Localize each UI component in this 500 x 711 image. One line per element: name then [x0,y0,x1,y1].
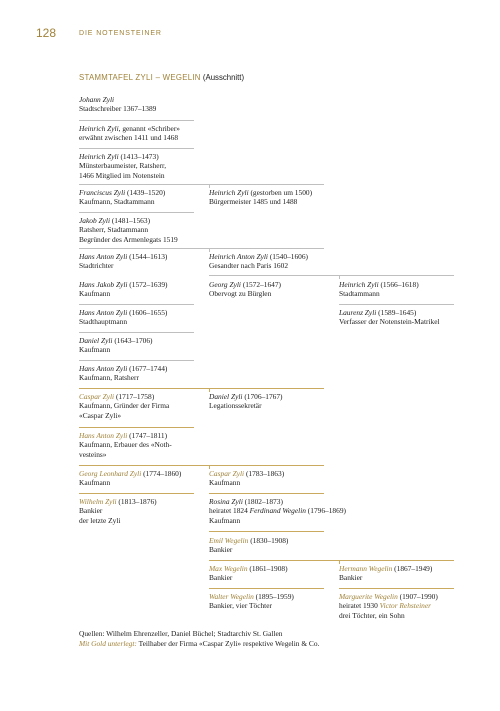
person-name: Hans Anton Zyli [79,308,128,317]
connector-rule [79,304,194,305]
person-role: «Caspar Zyli» [79,410,122,420]
connector-rule [209,531,324,532]
person-role: Stadthauptmann [79,317,128,327]
person-role: Stadtschreiber 1367–1389 [79,104,157,114]
person-role: Kaufmann [79,345,111,355]
connector-line [339,275,340,279]
person-life: (1747–1811) [127,431,168,440]
person-role: Kaufmann, Erbauer des «Noth- [79,440,172,450]
person-name: Laurenz Zyli [339,308,377,317]
person-life: (gestorben um 1500) [248,188,313,197]
tree-title-caps: STAMMTAFEL ZYLI – WEGELIN [79,73,201,82]
person-entry [79,152,166,180]
person-role: Begründer des Armenlegats 1519 [79,234,178,244]
person-name: Heinrich Zyli [209,188,249,197]
person-life: (1572–1647) [240,280,281,289]
person-name: Georg Zyli [209,280,241,289]
person-name: Heinrich Zyli [79,152,119,161]
person-name: Walter Wegelin [209,592,254,601]
person-entry [79,124,180,143]
person-entry [79,252,167,271]
person-life: (1677–1744) [127,364,168,373]
person-name: Daniel Zyli [79,336,113,345]
person-name: Hans Jakob Zyli [79,280,128,289]
person-life: (1643–1706) [112,336,153,345]
person-life: (1813–1876) [116,497,157,506]
person-role: Kaufmann [79,478,111,488]
person-name: Daniel Zyli [209,392,243,401]
person-entry [339,592,438,620]
connector-rule [339,304,454,305]
person-life: (1830–1908) [248,536,289,545]
person-entry [209,592,294,611]
person-role: der letzte Zyli [79,515,121,525]
connector-rule [79,184,324,185]
person-life: (1774–1860) [141,469,182,478]
person-name: Franciscus Zyli [79,188,126,197]
person-entry [79,392,169,420]
person-name: Marguerite Wegelin [339,592,398,601]
person-life: (1895–1959) [253,592,294,601]
spouse-name: Victor Rehsteiner [379,601,432,611]
person-name: Rosina Zyli [209,497,243,506]
person-life: (1589–1645) [376,308,417,317]
connector-rule [79,427,194,428]
person-entry [339,564,432,583]
person-role: Bankier [209,545,233,555]
person-life: (1606–1655) [127,308,168,317]
person-life: (1861–1908) [247,564,288,573]
connector-rule [79,332,194,333]
person-name: Caspar Zyli [79,392,115,401]
chapter-title: DIE NOTENSTEINER [79,30,162,37]
person-role: drei Töchter, ein Sohn [339,610,405,620]
person-name: Heinrich Anton Zyli [209,252,268,261]
person-entry [209,497,346,525]
person-entry [209,280,281,299]
person-name: Hermann Wegelin [339,564,393,573]
person-life: (1540–1606) [267,252,309,261]
spouse-name: Ferdinand Wegelin [249,506,306,516]
person-life: (1717–1758) [114,392,155,401]
person-role: Bankier [209,573,233,583]
person-role: Obervogt zu Bürglen [209,289,272,299]
connector-rule [79,465,324,466]
person-entry [79,364,167,383]
tree-title-note: (Ausschnitt) [202,73,245,82]
person-name: Hans Anton Zyli [79,252,128,261]
person-life: (1481–1563) [110,216,151,225]
person-entry [339,308,440,327]
person-role: Kaufmann, Ratsherr [79,373,139,383]
person-role: 1466 Mitglied im Notenstein [79,170,165,180]
person-role: Legationssekretär [209,401,262,411]
person-role: Bankier, vier Töchter [209,601,272,611]
person-name: Hans Anton Zyli [79,431,128,440]
person-entry [209,188,312,207]
person-role: Verfasser der Notenstein-Matrikel [339,317,440,327]
person-life: (1439–1520) [125,188,166,197]
person-name: Emil Wegelin [209,536,249,545]
spouse-life: (1796–1869) [305,506,346,516]
connector-rule [209,493,324,494]
person-entry [79,336,153,355]
person-role: Bürgermeister 1485 und 1488 [209,197,298,207]
person-entry [79,497,157,525]
legend-text: Teilhaber der Firma «Caspar Zyli» respektive Wegelin & Co. [136,639,320,648]
person-life: (1413–1473) [118,152,159,161]
connector-rule [339,588,454,589]
person-name: Caspar Zyli [209,469,245,478]
person-role: Kaufmann [209,515,241,525]
person-entry [209,469,284,488]
person-entry [79,216,178,244]
person-role: vesteins» [79,449,107,459]
person-role: Kaufmann, Gründer der Firma [79,401,170,411]
person-life: (1566–1618) [378,280,419,289]
connector-rule [209,275,454,276]
person-role: Bankier [79,506,103,516]
person-name: Wilhelm Zyli [79,497,117,506]
connector-rule [79,120,194,121]
person-name: Hans Anton Zyli [79,364,128,373]
person-name: Jakob Zyli [79,216,110,225]
person-role: Kaufmann [79,289,111,299]
person-role: Stadtrichter [79,261,114,271]
person-life: (1802–1873) [242,497,283,506]
person-role: Kaufmann, Stadtammann [79,197,155,207]
page-number: 128 [36,26,57,40]
person-entry [209,392,283,411]
person-entry [79,469,181,488]
connector-rule [209,560,454,561]
person-name: Max Wegelin [209,564,248,573]
person-role: Bankier [339,573,363,583]
connector-rule [209,588,324,589]
connector-rule [79,212,194,213]
person-life: (1867–1949) [392,564,433,573]
person-role: Gesandter nach Paris 1602 [209,261,289,271]
person-entry [79,431,172,459]
person-entry [209,536,288,555]
person-role: heiratet 1824 [209,506,250,516]
person-role: Ratsherr, Stadtammann [79,225,149,235]
connector-rule [79,388,324,389]
connector-rule [79,148,194,149]
person-entry [209,564,288,583]
person-entry [339,280,419,299]
connector-rule [79,360,194,361]
person-entry [79,308,167,327]
person-role: heiratet 1930 [339,601,380,611]
legend-line [79,639,319,648]
person-life: (1544–1613) [127,252,168,261]
sources-line: Quellen: Wilhelm Ehrenzeller, Daniel Büchel; Stadtarchiv St. Gallen [79,629,283,638]
person-entry [79,280,167,299]
person-entry [209,252,308,271]
person-entry [79,188,165,207]
person-life: (1907–1990) [397,592,438,601]
person-role: Münsterbaumeister, Ratsherr, [79,161,167,171]
legend-label: Mit Gold unterlegt: [79,639,137,648]
person-life: , genannt «Schriber» [118,124,180,133]
family-tree-title [79,73,244,83]
connector-rule [79,493,194,494]
person-name: Heinrich Zyli [339,280,379,289]
person-role: erwähnt zwischen 1411 und 1468 [79,133,179,143]
person-role: Stadtammann [339,289,380,299]
person-life: (1783–1863) [244,469,285,478]
person-name: Johann Zyli [79,95,115,104]
person-life: (1706–1767) [242,392,283,401]
person-name: Heinrich Zyli [79,124,119,133]
person-life: (1572–1639) [127,280,168,289]
connector-rule [79,248,324,249]
person-entry [79,95,156,114]
person-name: Georg Leonhard Zyli [79,469,142,478]
person-role: Kaufmann [209,478,241,488]
